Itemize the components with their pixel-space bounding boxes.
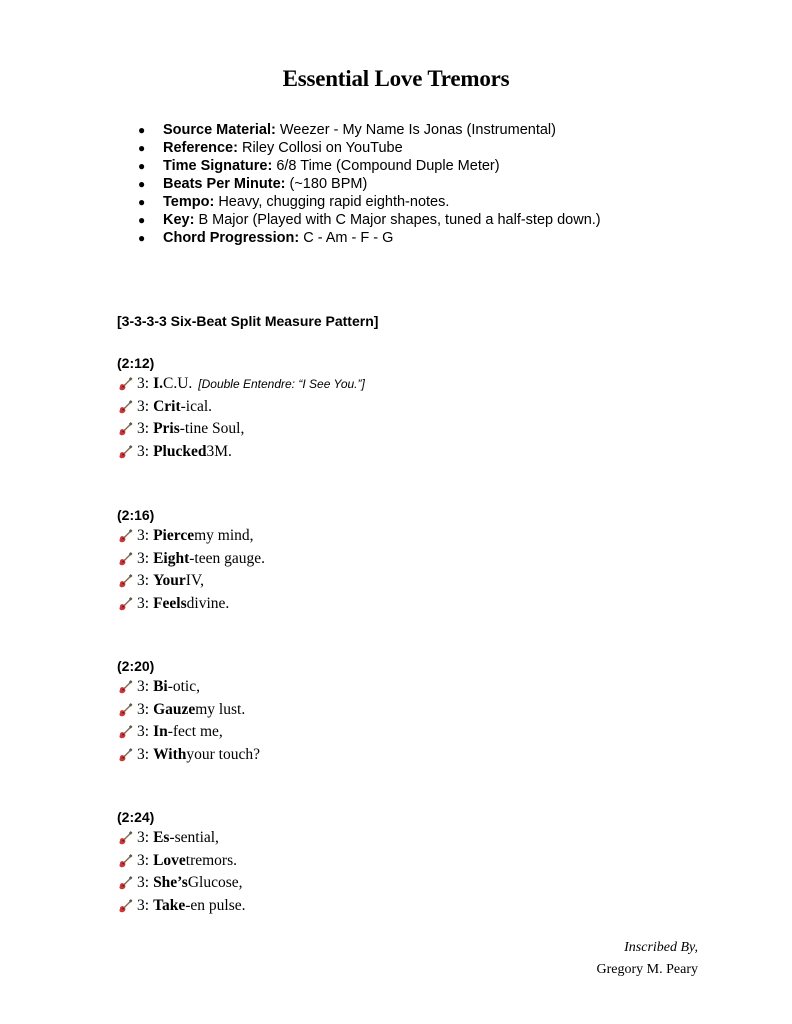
detail-label: Beats Per Minute: bbox=[163, 176, 286, 192]
bullet: ● bbox=[138, 141, 146, 155]
beat-count: 3: bbox=[137, 572, 150, 590]
detail-value: B Major (Played with C Major shapes, tuned a half-step down.) bbox=[198, 212, 601, 228]
bullet: ● bbox=[138, 159, 146, 173]
detail-value: Heavy, chugging rapid eighth-notes. bbox=[218, 194, 450, 210]
detail-value: C - Am - F - G bbox=[303, 230, 394, 246]
stressed-syllable: In bbox=[153, 723, 168, 741]
lyric-line bbox=[117, 676, 260, 699]
beat-count: 3: bbox=[137, 442, 150, 460]
guitar-icon bbox=[117, 898, 133, 914]
detail-item bbox=[138, 121, 601, 139]
beat-count: 3: bbox=[137, 700, 150, 718]
beat-count: 3: bbox=[137, 851, 150, 869]
guitar-icon bbox=[117, 596, 133, 612]
lyric-line bbox=[117, 373, 365, 396]
signature-caption: Inscribed By, bbox=[624, 940, 698, 955]
detail-label: Key: bbox=[163, 212, 195, 228]
guitar-icon bbox=[117, 444, 133, 460]
stressed-syllable: Pris bbox=[153, 420, 180, 438]
lyric-section bbox=[117, 505, 265, 615]
bullet: ● bbox=[138, 123, 146, 137]
lyric-rest: C.U. bbox=[162, 375, 193, 392]
lyric-section bbox=[117, 807, 246, 917]
beat-count: 3: bbox=[137, 896, 150, 914]
stressed-syllable: Gauze bbox=[153, 700, 196, 718]
beat-count: 3: bbox=[137, 678, 150, 695]
lyric-rest: -fect me, bbox=[167, 723, 223, 741]
stressed-syllable: I. bbox=[153, 375, 163, 392]
beat-count: 3: bbox=[137, 829, 150, 846]
guitar-icon bbox=[117, 528, 133, 544]
lyric-note: [Double Entendre: “I See You.”] bbox=[198, 377, 365, 391]
detail-label: Source Material: bbox=[163, 122, 276, 138]
detail-label: Reference: bbox=[163, 140, 238, 156]
stressed-syllable: Crit bbox=[153, 397, 181, 415]
section-timestamp: (2:20) bbox=[117, 658, 155, 674]
beat-count: 3: bbox=[137, 723, 150, 741]
guitar-icon bbox=[117, 679, 133, 695]
lyric-rest: my mind, bbox=[194, 527, 254, 544]
song-details-list bbox=[138, 121, 601, 247]
lyric-section bbox=[117, 353, 365, 463]
stressed-syllable: Eight bbox=[153, 549, 190, 567]
guitar-icon bbox=[117, 376, 133, 392]
lyric-rest: Glucose, bbox=[187, 874, 243, 892]
guitar-icon bbox=[117, 573, 133, 589]
guitar-icon bbox=[117, 747, 133, 763]
stressed-syllable: Take bbox=[153, 896, 186, 914]
stressed-syllable: She’s bbox=[153, 874, 188, 892]
beat-count: 3: bbox=[137, 549, 150, 567]
stressed-syllable: Pierce bbox=[153, 527, 195, 544]
section-timestamp: (2:24) bbox=[117, 809, 155, 825]
lyric-line bbox=[117, 895, 246, 918]
detail-item bbox=[138, 175, 601, 193]
section-timestamp: (2:12) bbox=[117, 355, 155, 371]
bullet: ● bbox=[138, 231, 146, 245]
lyric-line bbox=[117, 827, 246, 850]
bullet: ● bbox=[138, 195, 146, 209]
guitar-icon bbox=[117, 853, 133, 869]
lyric-line bbox=[117, 525, 265, 548]
guitar-icon bbox=[117, 724, 133, 740]
lyric-rest: -ical. bbox=[180, 397, 213, 415]
lyric-line bbox=[117, 548, 265, 571]
beat-count: 3: bbox=[137, 594, 150, 612]
detail-item bbox=[138, 157, 601, 175]
lyric-section bbox=[117, 656, 260, 766]
stressed-syllable: Es bbox=[153, 829, 170, 846]
lyric-line bbox=[117, 396, 365, 419]
lyric-line bbox=[117, 721, 260, 744]
lyric-line bbox=[117, 593, 265, 616]
lyric-rest: your touch? bbox=[186, 745, 260, 763]
stressed-syllable: Feels bbox=[153, 594, 187, 612]
lyric-line bbox=[117, 699, 260, 722]
lyric-rest: -otic, bbox=[167, 678, 200, 695]
stressed-syllable: With bbox=[153, 745, 187, 763]
lyric-rest: IV, bbox=[185, 572, 205, 590]
section-timestamp: (2:16) bbox=[117, 507, 155, 523]
lyric-line bbox=[117, 850, 246, 873]
beat-count: 3: bbox=[137, 745, 150, 763]
beat-count: 3: bbox=[137, 420, 150, 438]
detail-item bbox=[138, 193, 601, 211]
detail-label: Tempo: bbox=[163, 194, 215, 210]
lyric-line bbox=[117, 441, 365, 464]
lyric-line bbox=[117, 872, 246, 895]
detail-value: (~180 BPM) bbox=[289, 176, 368, 192]
lyric-rest: tremors. bbox=[185, 851, 238, 869]
beat-count: 3: bbox=[137, 397, 150, 415]
lyric-line bbox=[117, 418, 365, 441]
detail-value: Weezer - My Name Is Jonas (Instrumental) bbox=[279, 122, 556, 138]
stressed-syllable: Bi bbox=[153, 678, 168, 695]
beat-count: 3: bbox=[137, 375, 150, 392]
stressed-syllable: Your bbox=[153, 572, 186, 590]
bullet: ● bbox=[138, 213, 146, 227]
lyric-rest: -en pulse. bbox=[185, 896, 246, 914]
guitar-icon bbox=[117, 421, 133, 437]
guitar-icon bbox=[117, 702, 133, 718]
lyric-rest: 3M. bbox=[206, 442, 232, 460]
guitar-icon bbox=[117, 399, 133, 415]
document-title: Essential Love Tremors bbox=[282, 66, 510, 91]
lyric-line bbox=[117, 744, 260, 767]
detail-item bbox=[138, 139, 601, 157]
guitar-icon bbox=[117, 551, 133, 567]
lyric-line bbox=[117, 570, 265, 593]
lyric-rest: -tine Soul, bbox=[179, 420, 245, 438]
stressed-syllable: Love bbox=[153, 851, 186, 869]
lyric-rest: divine. bbox=[186, 594, 230, 612]
lyric-rest: my lust. bbox=[195, 700, 246, 718]
pattern-heading: [3-3-3-3 Six-Beat Split Measure Pattern] bbox=[117, 313, 379, 329]
guitar-icon bbox=[117, 830, 133, 846]
detail-label: Time Signature: bbox=[163, 158, 273, 174]
signature-name: Gregory M. Peary bbox=[596, 962, 698, 977]
detail-item bbox=[138, 229, 601, 247]
detail-value: Riley Collosi on YouTube bbox=[241, 140, 403, 156]
beat-count: 3: bbox=[137, 527, 150, 544]
detail-value: 6/8 Time (Compound Duple Meter) bbox=[276, 158, 500, 174]
lyric-rest: -teen gauge. bbox=[189, 549, 265, 567]
bullet: ● bbox=[138, 177, 146, 191]
lyric-rest: -sential, bbox=[169, 829, 219, 846]
detail-item bbox=[138, 211, 601, 229]
stressed-syllable: Plucked bbox=[153, 442, 207, 460]
beat-count: 3: bbox=[137, 874, 150, 892]
detail-label: Chord Progression: bbox=[163, 230, 300, 246]
guitar-icon bbox=[117, 875, 133, 891]
